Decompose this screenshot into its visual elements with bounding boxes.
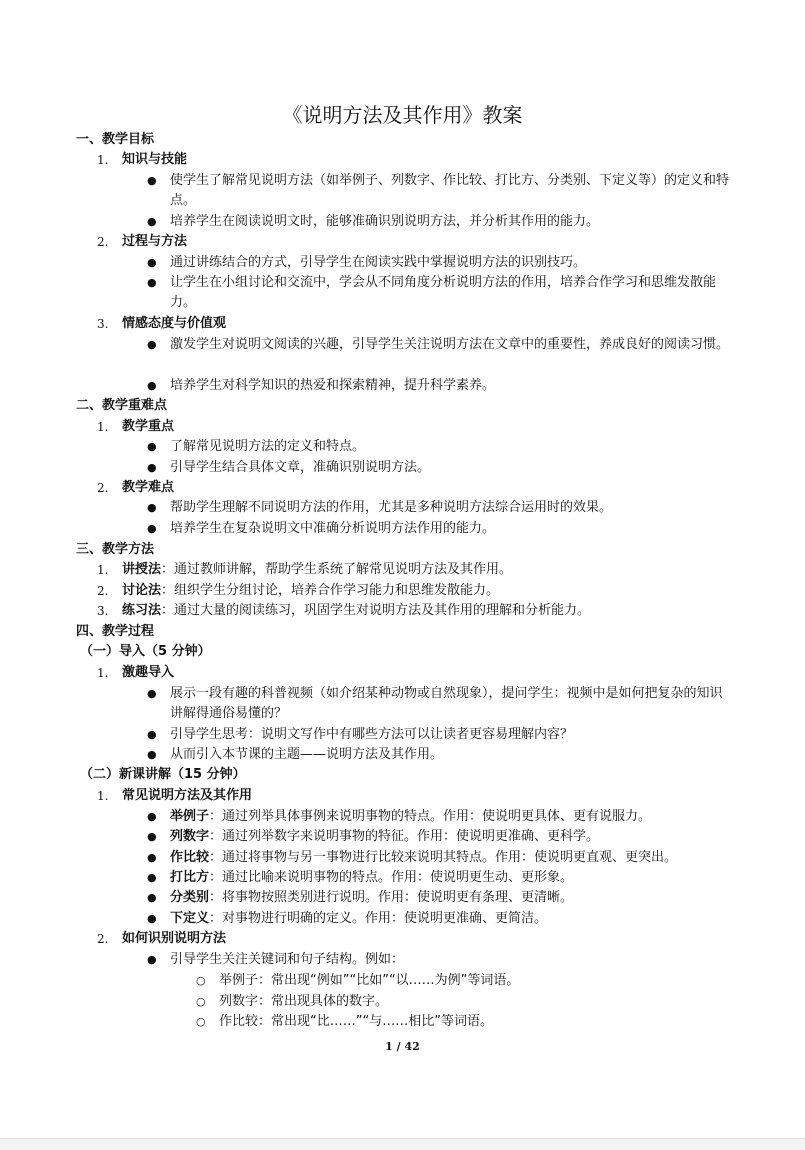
term-description: ：通过大量的阅读练习，巩固学生对说明方法及其作用的理解和分析能力。 [161, 603, 591, 618]
list-item: 了解常见说明方法的定义和特点。 [170, 439, 366, 454]
method-desc: ：通过比喻来说明事物的特点。作用：使说明更生动、更形象。 [209, 870, 574, 885]
method-desc: ：将事物按照类别进行说明。作用：使说明更有条理、更清晰。 [209, 890, 574, 905]
list-item: 激发学生对说明文阅读的兴趣，引导学生关注说明方法在文章中的重要性，养成良好的阅读习惯。 [170, 337, 730, 352]
list-number: 2. [97, 584, 109, 598]
bullet-icon: ● [147, 871, 157, 884]
bullet-icon: ● [147, 810, 157, 823]
section-heading-process: 四、教学过程 [76, 624, 155, 639]
term-description: ：组织学生分组讨论，培养合作学习能力和思维发散能力。 [161, 583, 500, 598]
bullet-icon: ● [147, 501, 157, 514]
method-name: 列数字 [170, 829, 210, 844]
method-item [170, 888, 573, 908]
method-item [170, 848, 677, 868]
method-name: 作比较 [170, 850, 210, 865]
list-number: 3. [97, 604, 109, 618]
term-practice: 练习法 [122, 603, 162, 618]
bullet-icon: ● [147, 461, 157, 474]
bullet-icon: ● [147, 912, 157, 925]
list-item: 引导学生关注关键词和句子结构。例如： [170, 952, 405, 967]
term-lecture: 讲授法 [122, 562, 162, 577]
method-name: 下定义 [170, 911, 210, 926]
section-heading-methods: 三、教学方法 [76, 542, 155, 557]
list-number: 3. [97, 317, 109, 331]
list-item: 培养学生在阅读说明文时，能够准确识别说明方法，并分析其作用的能力。 [170, 214, 600, 229]
method-desc: ：通过将事物与另一事物进行比较来说明其特点。作用：使说明更直观、更突出。 [209, 850, 678, 865]
list-number: 2. [97, 481, 109, 495]
subheading-identify-methods: 如何识别说明方法 [122, 931, 227, 946]
method-desc: ：对事物进行明确的定义。作用：使说明更准确、更简洁。 [209, 911, 548, 926]
bullet-icon: ● [147, 687, 157, 700]
subheading-knowledge-skills: 知识与技能 [122, 152, 188, 167]
method-name: 分类别 [170, 890, 210, 905]
bullet-icon: ● [147, 728, 157, 741]
bullet-icon: ● [147, 440, 157, 453]
list-number: 2. [97, 932, 109, 946]
section-heading-key-points: 二、教学重难点 [76, 398, 168, 413]
bullet-icon: ● [147, 215, 157, 228]
list-item: 通过讲练结合的方式，引导学生在阅读实践中掌握说明方法的识别技巧。 [170, 255, 587, 270]
bullet-icon: ● [147, 256, 157, 269]
method-item [170, 868, 573, 888]
list-item: 引导学生结合具体文章，准确识别说明方法。 [170, 460, 431, 475]
list-item: 引导学生思考：说明文写作中有哪些方法可以让读者更容易理解内容？ [170, 727, 574, 742]
page-title: 《说明方法及其作用》教案 [282, 103, 523, 127]
method-item [170, 909, 547, 929]
method-item [170, 827, 599, 847]
bullet-icon: ● [147, 276, 157, 289]
list-item: 使学生了解常见说明方法（如举例子、列数字、作比较、打比方、分类别、下定义等）的定义和特点。 [170, 173, 730, 208]
subheading-process-method: 过程与方法 [122, 234, 188, 249]
circle-bullet-icon: ○ [196, 974, 206, 987]
circle-bullet-icon: ○ [196, 995, 206, 1008]
method-desc: ：通过列举具体事例来说明事物的特点。作用：使说明更具体、更有说服力。 [209, 809, 652, 824]
subheading-difficulties: 教学难点 [122, 480, 175, 495]
list-number: 1. [97, 563, 109, 577]
bullet-icon: ● [147, 953, 157, 966]
circle-bullet-icon: ○ [196, 1015, 206, 1028]
list-item: 从而引入本节课的主题——说明方法及其作用。 [170, 747, 444, 762]
bullet-icon: ● [147, 174, 157, 187]
method-item [170, 807, 651, 827]
list-item: 展示一段有趣的科普视频（如介绍某种动物或自然现象），提问学生：视频中是如何把复杂的知识讲解得通俗易懂的？ [170, 686, 723, 721]
list-item: 培养学生对科学知识的热爱和探索精神，提升科学素养。 [170, 378, 496, 393]
method-desc: ：通过列举数字来说明事物的特征。作用：使说明更准确、更科学。 [209, 829, 600, 844]
sub-list-item: 作比较：常出现“比……”“与……相比”等词语。 [219, 1014, 493, 1029]
subheading-common-methods: 常见说明方法及其作用 [122, 788, 253, 803]
sub-list-item: 列数字：常出现具体的数字。 [219, 994, 389, 1009]
subheading-attitude-values: 情感态度与价值观 [122, 316, 227, 331]
part-heading-new-lesson: （二）新课讲解（15 分钟） [80, 767, 246, 782]
sub-list-item: 举例子：常出现“例如”“比如”“以……为例”等词语。 [219, 973, 520, 988]
list-number: 2. [97, 235, 109, 249]
bullet-icon: ● [147, 748, 157, 761]
list-number: 1. [97, 420, 109, 434]
subheading-key-focus: 教学重点 [122, 419, 175, 434]
list-item [122, 560, 512, 580]
section-heading-objectives: 一、教学目标 [76, 132, 155, 147]
list-item [122, 601, 590, 621]
bullet-icon: ● [147, 522, 157, 535]
list-item: 帮助学生理解不同说明方法的作用，尤其是多种说明方法综合运用时的效果。 [170, 500, 613, 515]
method-name: 打比方 [170, 870, 210, 885]
list-number: 1. [97, 666, 109, 680]
bullet-icon: ● [147, 379, 157, 392]
list-number: 1. [97, 153, 109, 167]
list-item [122, 581, 499, 601]
bullet-icon: ● [147, 851, 157, 864]
method-name: 举例子 [170, 809, 210, 824]
list-item: 培养学生在复杂说明文中准确分析说明方法作用的能力。 [170, 521, 496, 536]
term-discussion: 讨论法 [122, 583, 162, 598]
subheading-interest-intro: 激趣导入 [122, 665, 175, 680]
bullet-icon: ● [147, 891, 157, 904]
bullet-icon: ● [147, 338, 157, 351]
part-heading-intro: （一）导入（5 分钟） [80, 644, 211, 659]
page-number: 1 / 42 [385, 1040, 420, 1053]
term-description: ：通过教师讲解，帮助学生系统了解常见说明方法及其作用。 [161, 562, 513, 577]
list-number: 1. [97, 789, 109, 803]
bullet-icon: ● [147, 830, 157, 843]
list-item: 让学生在小组讨论和交流中，学会从不同角度分析说明方法的作用，培养合作学习和思维发散能力。 [170, 275, 717, 310]
